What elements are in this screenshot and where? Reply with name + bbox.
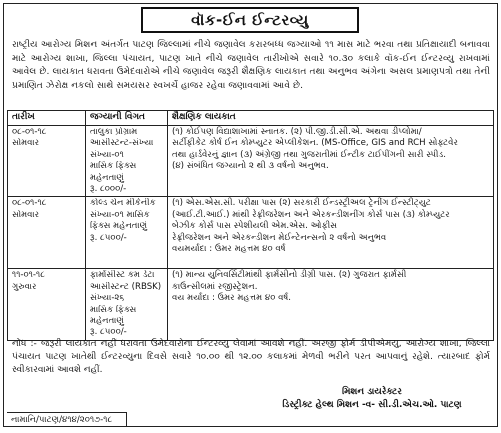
qualification-line: (૧) એસ.એસ.સી. પરીક્ષા પાસ (૨) સરકારી ઈન્ડસ્ટ્રીઅલ ટ્રેનીંગ ઈન્સ્ટીટ્યુટ	[172, 198, 431, 209]
date-text: ૦૮-૦૧-૧૮	[12, 198, 47, 209]
post-line: મહેનતાણું	[90, 316, 124, 327]
post-line: રૂ. ૮૦૦૦/-	[90, 184, 127, 195]
intro-paragraph: રાષ્ટ્રીય આરોગ્ય મિશન અંતર્ગત પાટણ જિલ્લામાં નીચે જણાવેલ કરારબધ્ધ જગ્યાઓ ૧૧ માસ માટે ભરવા તથા પ્રતિક્ષાયાદી બનાવવા માટે આરોગ્ય શાખા, જિલ્લા પંચાયત, પાટણ ખાતે નીચે જણાવેલ તારીખોએ સવારે ૧૦.૩૦ કલાકે વૉક-ઈન ઈન્ટરવ્યુ રાખવામાં આવેલ છે. લાયકાત ધરાવતા ઉમેદવારોએ નીચે જણાવેલ જરૂરી શૈક્ષણિક લાયકાત તથા અનુભવ અંગેના અસલ પ્રમાણપત્રો તથા તેની પ્રમાણિત ઝેરોક્ષ નકલો સાથે સમયસર સ્વખર્ચે હાજર રહેવા જણાવવામાં આવે છે.	[12, 39, 490, 91]
qualification-line: કાઉન્સીલમાં રજીસ્ટ્રેશન.	[172, 281, 258, 292]
table-row	[8, 269, 494, 341]
qualification-line: વયમર્યાદા : ઉમર મહત્તમ ૪૦ વર્ષ	[172, 244, 286, 255]
date-text: ૦૮-૦૧-૧૮	[12, 127, 47, 137]
date-cell	[8, 126, 86, 197]
post-line: સંખ્યા-૦૧	[90, 149, 124, 160]
qualification-line: (૧) માન્ય યુનિવર્સિટીમાંથી ફાર્મસીનો ડીગ્રી પાસ. (૨) ગુજરાત ફાર્મસી	[172, 270, 407, 281]
post-line: આસીસ્ટન્ટ (RBSK)	[90, 281, 162, 292]
table-row	[8, 126, 494, 197]
post-line: તાલુકા પ્રોગ્રામ	[90, 127, 138, 137]
qualification-line: બેઝીક કોર્સ પાસ સ્પેશીયલી એમ.એસ. ઓફીસ	[172, 221, 338, 232]
qualification-line: (૧) કોઈપણ વિદ્યાશાખામાં સ્નાતક. (૨) પી.જી.ડી.સી.એ. અથવા ડીપ્લોમા/	[172, 127, 422, 137]
qualification-line: સર્ટીફીકેટ કોર્ષ ઈન કોમ્પ્યુટર એપ્લીકેશન. (MS-Office, GIS and RCH સોફ્ટવેર	[172, 138, 458, 149]
post-line: કોલ્ડ ચેન મીકેનીક	[90, 198, 156, 209]
post-line: ફિક્સ મહેનતાણું	[90, 221, 148, 232]
advertisement-page	[3, 3, 498, 427]
post-line: સંખ્યા-૨૬	[90, 293, 125, 304]
signature-office: ડિસ્ટ્રીક્ટ હેલ્થ મિશન -વ- સી.ડી.એચ.ઓ. પાટણ	[282, 400, 462, 410]
vacancy-table	[7, 110, 494, 341]
table-header-row	[8, 111, 494, 126]
day-text: સોમવાર	[12, 138, 40, 149]
qualification-cell	[168, 126, 494, 197]
qualification-cell	[168, 197, 494, 269]
post-line: આસીસ્ટન્ટ-સંખ્યા	[90, 138, 154, 149]
header-qualification: શૈક્ષણિક લાયકાત	[168, 111, 494, 126]
date-text: ૧૧-૦૧-૧૮	[12, 270, 45, 281]
reference-number: નામાનિ/પાટણ/૪૧૪/૨૦૧૭-૧૮	[7, 412, 127, 426]
note-paragraph: નોંધ :- જરૂરી લાયકાત નહીં ધરાવતા ઉમેદવારોના ઈન્ટરવ્યુ લેવામાં આવશે નહીં. અરજી ફોર્મ ડીપીએમયુ, આરોગ્ય શાખા, જિલ્લા પંચાયત પાટણ ખાતેથી ઈન્ટરવ્યુના દિવસે સવારે ૧૦.૦૦ થી ૧૨.૦૦ કલાકમાં મેળવી ભરીને પરત આપવાનું રહેશે. ત્યારબાદ ફોર્મ સ્વીકારવામાં આવશે નહીં.	[12, 339, 490, 375]
post-line: રૂ. ૮૫૦૦/-	[90, 327, 127, 338]
day-text: સોમવાર	[12, 209, 40, 220]
signature-block	[257, 386, 487, 412]
header-post: જગ્યાની વિગત	[86, 111, 168, 126]
post-cell	[86, 269, 168, 341]
post-cell	[86, 197, 168, 269]
qualification-line: (આઈ.ટી.આઈ.) માંથી રેફ્રીજરેશન અને એરકન્ડીશનીંગ કોર્સ પાસ (૩) કોમ્પ્યુટર	[172, 209, 450, 220]
header-date: તારીખ	[8, 111, 86, 126]
qualification-line: વય મર્યાદા : ઉમર મહત્તમ ૪૦ વર્ષ.	[172, 293, 292, 304]
page-title: વૉક-ઈન ઈન્ટરવ્યુ	[141, 7, 359, 33]
date-cell	[8, 269, 86, 341]
signature-title: મિશન ડાયરેક્ટર	[342, 387, 402, 397]
table-row	[8, 197, 494, 269]
post-line: રૂ. ૮૫૦૦/-	[90, 232, 127, 243]
post-line: માસિક ફિક્સ	[90, 161, 137, 172]
post-line: મહેનતાણું	[90, 172, 124, 183]
qualification-line: રેફ્રીજરેશન અને એરકન્ડીશન મેઈન્ટેનન્સનો ૨ વર્ષનો અનુભવ	[172, 232, 387, 243]
post-line: સંખ્યા-૦૧ માસિક	[90, 209, 150, 220]
post-line: માસિક ફિક્સ	[90, 304, 137, 315]
qualification-line: તથા હાર્ડવેરનું જ્ઞાન (૩) અંગ્રેજી તથા ગુજરાતીમાં ઈન્ટીક ટાઈપીંગની સારી સ્પીડ.	[172, 149, 446, 160]
qualification-cell	[168, 269, 494, 341]
post-line: ફાર્માસીસ્ટ કમ ડેટા	[90, 270, 155, 281]
day-text: ગુરુવાર	[12, 281, 37, 292]
qualification-line: (૪) સંબંધિત જગ્યાનો ૨ થી ૩ વર્ષનો અનુભવ.	[172, 161, 329, 172]
date-cell	[8, 197, 86, 269]
post-cell	[86, 126, 168, 197]
